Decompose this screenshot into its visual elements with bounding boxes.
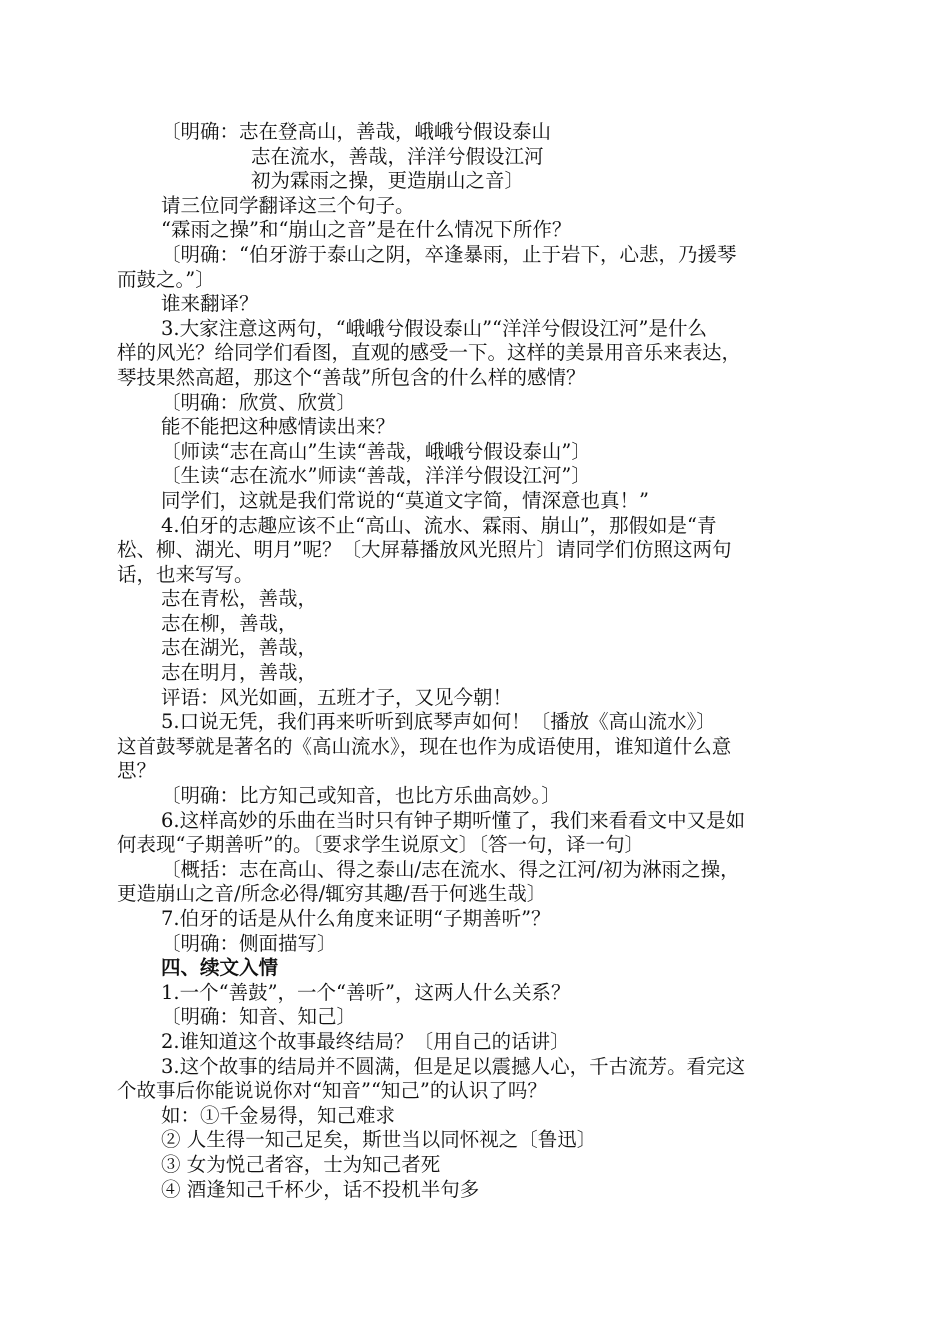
text-line: 话，也来写写。 — [117, 562, 254, 586]
text-line: 同学们，这就是我们常说的“莫道文字简，情深意也真！” — [161, 488, 649, 512]
text-line: 〔师读“志在高山”生读“善哉，峨峨兮假设泰山”〕 — [161, 439, 591, 463]
text-line: 谁来翻译？ — [161, 292, 259, 316]
text-line: 3.这个故事的结局并不圆满，但是足以震撼人心，千古流芳。看完这 — [161, 1054, 746, 1078]
text-line: 更造崩山之音/所念必得/辄穷其趣/吾于何逃生哉〕 — [117, 882, 547, 906]
text-line: 〔生读“志在流水”师读“善哉，洋洋兮假设江河”〕 — [161, 464, 591, 488]
text-line: ③ 女为悦己者容，士为知己者死 — [161, 1152, 441, 1176]
text-line: 志在湖光，善哉， — [161, 636, 318, 660]
text-line: 个故事后你能说说你对“知音”“知己”的认识了吗？ — [117, 1079, 547, 1103]
text-line: 4.伯牙的志趣应该不止“高山、流水、霖雨、崩山”，那假如是“青 — [161, 513, 717, 537]
text-line: ④ 酒逢知己千杯少，话不投机半句多 — [161, 1177, 480, 1201]
text-line: 样的风光？给同学们看图，直观的感受一下。这样的美景用音乐来表达， — [117, 341, 742, 365]
section-heading: 四、续文入情 — [161, 956, 279, 980]
text-line: 如：①千金易得，知己难求 — [161, 1103, 396, 1127]
text-line: 〔明确：知音、知己〕 — [161, 1005, 357, 1029]
text-line: ② 人生得一知己足矣，斯世当以同怀视之〔鲁迅〕 — [161, 1128, 597, 1152]
text-line: 志在流水，善哉，洋洋兮假设江河 — [251, 144, 544, 168]
text-line: 3.大家注意这两句，“峨峨兮假设泰山”“洋洋兮假设江河”是什么 — [161, 316, 707, 340]
text-line: 志在明月，善哉， — [161, 661, 318, 685]
text-line: “霖雨之操”和“崩山之音”是在什么情况下所作？ — [161, 218, 572, 242]
text-line: 志在青松，善哉， — [161, 587, 318, 611]
text-line: 〔明确：比方知己或知音，也比方乐曲高妙。〕 — [161, 784, 561, 808]
text-line: 这首鼓琴就是著名的《高山流水》，现在也作为成语使用，谁知道什么意 — [117, 734, 732, 758]
text-line: 2.谁知道这个故事最终结局？〔用自己的话讲〕 — [161, 1029, 570, 1053]
text-line: 何表现“子期善听”的。〔要求学生说原文〕〔答一句，译一句〕 — [117, 833, 644, 857]
text-line: 1.一个“善鼓”，一个“善听”，这两人什么关系？ — [161, 980, 571, 1004]
text-line: 评语：风光如画，五班才子，又见今朝！ — [161, 685, 513, 709]
text-line: 思？ — [117, 759, 157, 783]
text-line: 而鼓之。”〕 — [117, 267, 215, 291]
text-line: 能不能把这种感情读出来？ — [161, 415, 396, 439]
document-body — [117, 120, 841, 1202]
text-line: 7.伯牙的话是从什么角度来证明“子期善听”？ — [161, 907, 551, 930]
text-line: 〔明确：侧面描写〕 — [161, 931, 337, 955]
text-line: 〔明确：“伯牙游于泰山之阴，卒逢暴雨，止于岩下，心悲，乃援琴 — [161, 242, 737, 266]
text-line: 请三位同学翻译这三个句子。 — [161, 193, 415, 217]
text-line: 松、柳、湖光、明月”呢？〔大屏幕播放风光照片〕请同学们仿照这两句 — [117, 538, 732, 562]
text-line: 志在柳，善哉， — [161, 611, 298, 635]
text-line: 〔明确：欣赏、欣赏〕 — [161, 390, 357, 414]
text-line: 〔概括：志在高山、得之泰山/志在流水、得之江河/初为淋雨之操， — [161, 857, 740, 881]
text-line: 5.口说无凭，我们再来听听到底琴声如何！〔播放《高山流水》〕 — [161, 710, 716, 734]
text-line: 初为霖雨之操，更造崩山之音〕 — [251, 169, 525, 193]
text-line: 琴技果然高超，那这个“善哉”所包含的什么样的感情？ — [117, 365, 586, 389]
text-line: 〔明确：志在登高山，善哉，峨峨兮假设泰山 — [161, 120, 552, 143]
text-line: 6.这样高妙的乐曲在当时只有钟子期听懂了，我们来看看文中又是如 — [161, 808, 746, 832]
